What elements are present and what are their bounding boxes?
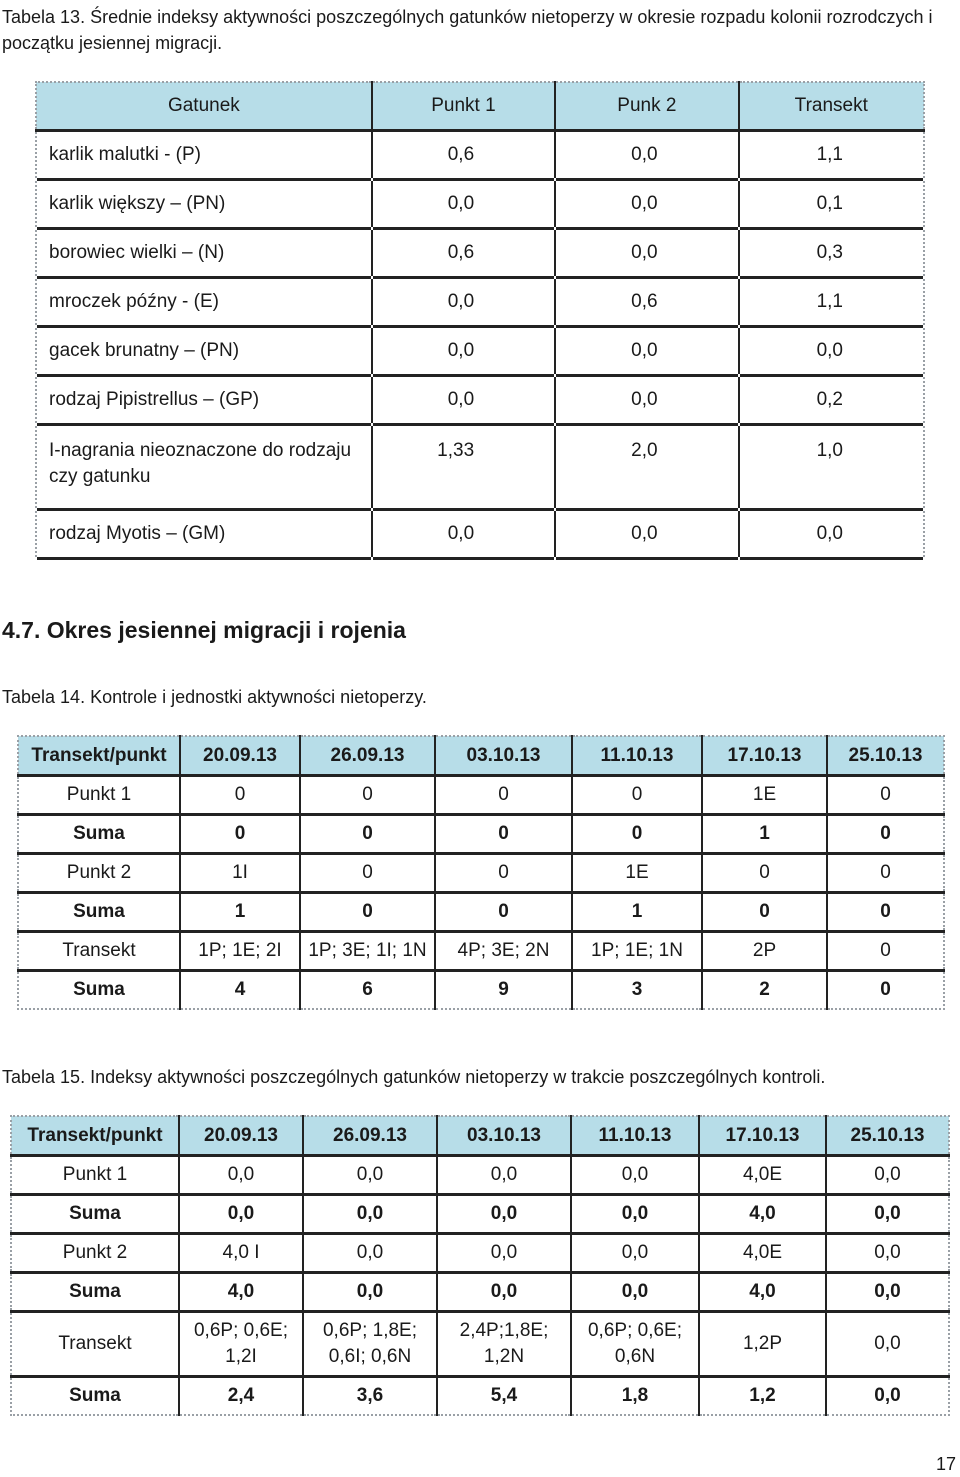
value-cell: 1E: [702, 776, 827, 815]
row-label: Punkt 2: [18, 854, 180, 893]
value-cell: 1,0: [739, 425, 924, 510]
value-cell: 0,6P; 0,6E; 1,2I: [179, 1312, 303, 1377]
column-header: Transekt: [739, 82, 924, 131]
table-14: [17, 735, 945, 1010]
value-cell: 0,0: [571, 1273, 699, 1312]
value-cell: 1,33: [372, 425, 555, 510]
species-cell: gacek brunatny – (PN): [36, 327, 372, 376]
table-row: [36, 131, 924, 180]
column-header: 03.10.13: [435, 736, 572, 776]
table-header-row: [36, 82, 924, 131]
value-cell: 0,6P; 1,8E; 0,6I; 0,6N: [303, 1312, 437, 1377]
row-label: Transekt: [18, 932, 180, 971]
table-row: [36, 327, 924, 376]
value-cell: 0,0: [555, 376, 738, 425]
column-header: 11.10.13: [572, 736, 702, 776]
value-cell: 0,0: [555, 327, 738, 376]
table-13: [35, 81, 925, 560]
value-cell: 0,0: [739, 327, 924, 376]
value-cell: 4,0: [699, 1273, 826, 1312]
value-cell: 0,0: [826, 1273, 949, 1312]
row-label: Punkt 1: [18, 776, 180, 815]
value-cell: 0: [300, 893, 435, 932]
value-cell: 0: [572, 815, 702, 854]
table-row: [18, 932, 944, 971]
value-cell: 0,0: [372, 278, 555, 327]
table-15: [10, 1115, 950, 1416]
table-row: [11, 1156, 949, 1195]
row-label: Suma: [69, 1385, 121, 1406]
table-header-row: [11, 1116, 949, 1156]
value-cell: 0: [702, 854, 827, 893]
table-row: [18, 776, 944, 815]
row-label: Suma: [18, 893, 180, 932]
table-row: [11, 1234, 949, 1273]
column-header: 17.10.13: [699, 1116, 826, 1156]
value-cell: 0,6: [372, 131, 555, 180]
value-cell: 0: [180, 776, 300, 815]
value-cell: 4,0: [699, 1195, 826, 1234]
value-cell: 0: [827, 893, 944, 932]
value-cell: 2,4P;1,8E; 1,2N: [437, 1312, 571, 1377]
table-13-caption: Tabela 13. Średnie indeksy aktywności poszczególnych gatunków nietoperzy w okresie rozpadu kolonii rozrodczych i początku jesiennej migracji.: [2, 7, 933, 53]
table-row: [36, 180, 924, 229]
value-cell: 4,0E: [699, 1234, 826, 1273]
value-cell: 1P; 3E; 1I; 1N: [300, 932, 435, 971]
row-label: Suma: [73, 979, 125, 1000]
value-cell: 0: [435, 815, 572, 854]
value-cell: 0,0: [555, 229, 738, 278]
value-cell: 0,0: [372, 180, 555, 229]
value-cell: 0,0: [179, 1156, 303, 1195]
value-cell: 2P: [702, 932, 827, 971]
value-cell: 0: [300, 815, 435, 854]
species-cell: karlik większy – (PN): [36, 180, 372, 229]
column-header: 17.10.13: [702, 736, 827, 776]
value-cell: 0,0: [437, 1273, 571, 1312]
page-number: 17: [935, 1454, 956, 1474]
value-cell: 1I: [180, 854, 300, 893]
value-cell: 1: [572, 893, 702, 932]
column-header: Transekt/punkt: [11, 1116, 179, 1156]
value-cell: 5,4: [437, 1377, 571, 1416]
species-cell: mroczek późny - (E): [36, 278, 372, 327]
value-cell: 4,0E: [699, 1156, 826, 1195]
value-cell: 0: [827, 971, 944, 1010]
value-cell: 0,0: [303, 1273, 437, 1312]
species-cell: karlik malutki - (P): [36, 131, 372, 180]
value-cell: 3,6: [303, 1377, 437, 1416]
table-row: [18, 971, 944, 1010]
column-header: 20.09.13: [180, 736, 300, 776]
value-cell: 0,0: [555, 180, 738, 229]
table-row: [11, 1312, 949, 1377]
column-header: 25.10.13: [826, 1116, 949, 1156]
value-cell: 1P; 1E; 1N: [572, 932, 702, 971]
value-cell: 1P; 1E; 2I: [180, 932, 300, 971]
row-label: Suma: [11, 1273, 179, 1312]
value-cell: 0,0: [826, 1377, 949, 1416]
species-cell: rodzaj Pipistrellus – (GP): [36, 376, 372, 425]
value-cell: 0: [827, 932, 944, 971]
column-header: 11.10.13: [571, 1116, 699, 1156]
value-cell: 0,0: [739, 510, 924, 559]
column-header: Gatunek: [36, 82, 372, 131]
row-label: Suma: [18, 815, 180, 854]
value-cell: 0: [827, 815, 944, 854]
row-label: Suma: [11, 1195, 179, 1234]
value-cell: 0,6P; 0,6E; 0,6N: [571, 1312, 699, 1377]
column-header: Punk 2: [555, 82, 738, 131]
value-cell: 3: [572, 971, 702, 1010]
value-cell: 0,0: [303, 1156, 437, 1195]
value-cell: 6: [300, 971, 435, 1010]
value-cell: 0,1: [739, 180, 924, 229]
value-cell: 0: [702, 893, 827, 932]
row-label: Punkt 1: [11, 1156, 179, 1195]
value-cell: 0,0: [303, 1195, 437, 1234]
value-cell: 0: [300, 776, 435, 815]
value-cell: 0,6: [555, 278, 738, 327]
value-cell: 0: [827, 776, 944, 815]
value-cell: 0,0: [437, 1234, 571, 1273]
row-label: Transekt: [11, 1312, 179, 1377]
value-cell: 0,0: [437, 1195, 571, 1234]
value-cell: 4P; 3E; 2N: [435, 932, 572, 971]
row-label: Punkt 2: [11, 1234, 179, 1273]
value-cell: 1,2: [699, 1377, 826, 1416]
value-cell: 0,0: [372, 376, 555, 425]
table-15-caption: Tabela 15. Indeksy aktywności poszczególnych gatunków nietoperzy w trakcie poszczególnych kontroli.: [2, 1067, 826, 1087]
value-cell: 9: [435, 971, 572, 1010]
value-cell: 1,1: [739, 131, 924, 180]
value-cell: 0,0: [571, 1234, 699, 1273]
value-cell: 0,0: [372, 510, 555, 559]
table-row: [36, 510, 924, 559]
value-cell: 4: [180, 971, 300, 1010]
table-row: [18, 854, 944, 893]
value-cell: 0: [300, 854, 435, 893]
value-cell: 0: [435, 893, 572, 932]
value-cell: 0,0: [437, 1156, 571, 1195]
table-14-caption: Tabela 14. Kontrole i jednostki aktywności nietoperzy.: [2, 687, 427, 707]
species-cell: I-nagrania nieoznaczone do rodzaju czy gatunku: [36, 425, 372, 510]
column-header: Transekt/punkt: [18, 736, 180, 776]
value-cell: 1,8: [571, 1377, 699, 1416]
value-cell: 0,0: [571, 1195, 699, 1234]
column-header: 20.09.13: [179, 1116, 303, 1156]
value-cell: 0: [435, 854, 572, 893]
value-cell: 0: [180, 815, 300, 854]
column-header: 25.10.13: [827, 736, 944, 776]
value-cell: 0,0: [555, 510, 738, 559]
table-row: [11, 1377, 949, 1416]
value-cell: 0,0: [826, 1312, 949, 1377]
section-heading: 4.7. Okres jesiennej migracji i rojenia: [2, 617, 406, 643]
value-cell: 4,0 I: [179, 1234, 303, 1273]
value-cell: 0,0: [303, 1234, 437, 1273]
value-cell: 0,0: [826, 1156, 949, 1195]
table-header-row: [18, 736, 944, 776]
value-cell: 0,0: [826, 1195, 949, 1234]
column-header: 26.09.13: [300, 736, 435, 776]
column-header: 03.10.13: [437, 1116, 571, 1156]
value-cell: 4,0: [179, 1273, 303, 1312]
column-header: Punkt 1: [372, 82, 555, 131]
table-row: [36, 229, 924, 278]
value-cell: 0: [572, 776, 702, 815]
value-cell: 0: [435, 776, 572, 815]
column-header: 26.09.13: [303, 1116, 437, 1156]
value-cell: 1: [702, 815, 827, 854]
table-row: [36, 278, 924, 327]
table-row: [18, 893, 944, 932]
species-cell: rodzaj Myotis – (GM): [36, 510, 372, 559]
value-cell: 0,3: [739, 229, 924, 278]
value-cell: 0: [827, 854, 944, 893]
table-row: [11, 1273, 949, 1312]
value-cell: 2: [702, 971, 827, 1010]
value-cell: 2,0: [555, 425, 738, 510]
value-cell: 0,0: [372, 327, 555, 376]
value-cell: 0,0: [826, 1234, 949, 1273]
value-cell: 2,4: [179, 1377, 303, 1416]
table-row: [11, 1195, 949, 1234]
table-row: [36, 376, 924, 425]
value-cell: 0,0: [555, 131, 738, 180]
value-cell: 1: [180, 893, 300, 932]
value-cell: 1,2P: [699, 1312, 826, 1377]
value-cell: 1E: [572, 854, 702, 893]
value-cell: 0,0: [179, 1195, 303, 1234]
table-row: [18, 815, 944, 854]
value-cell: 1,1: [739, 278, 924, 327]
value-cell: 0,0: [571, 1156, 699, 1195]
species-cell: borowiec wielki – (N): [36, 229, 372, 278]
value-cell: 0,2: [739, 376, 924, 425]
value-cell: 0,6: [372, 229, 555, 278]
table-row: [36, 425, 924, 510]
